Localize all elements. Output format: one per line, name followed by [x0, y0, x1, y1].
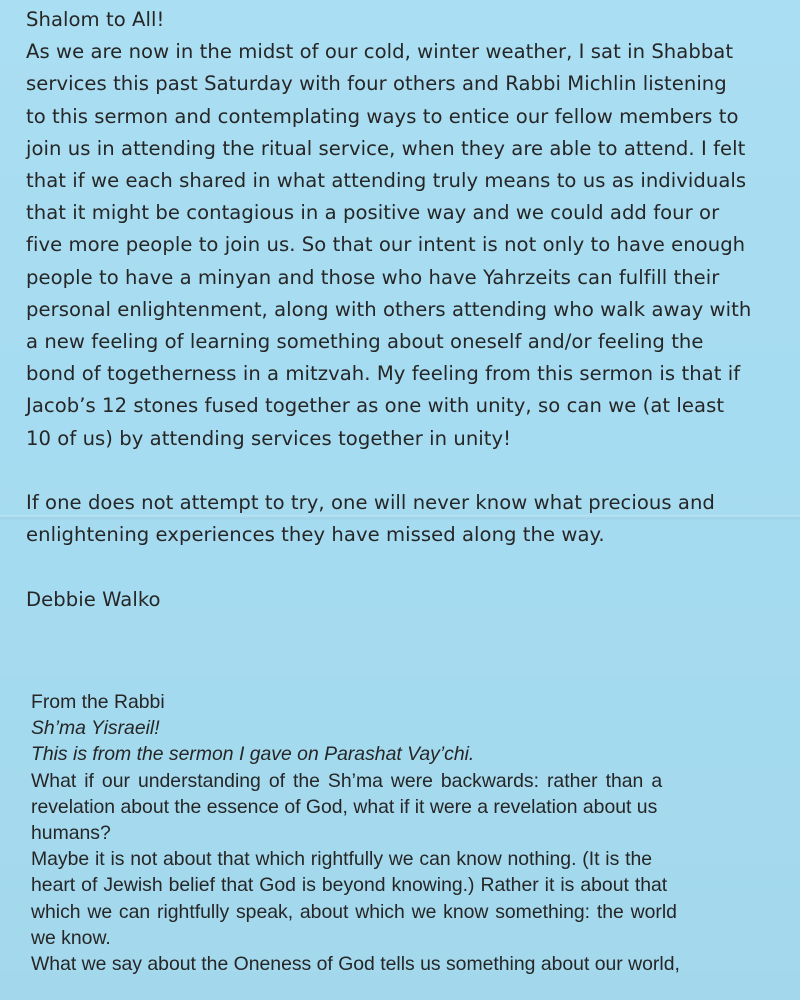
text-line: What we say about the Oneness of God tells us something about our world, [31, 953, 680, 976]
text-line: people to have a minyan and those who have Yahrzeits can fulfill their [26, 265, 720, 289]
rabbi-paragraph-1 [31, 768, 793, 847]
rabbi-italic-subtitle: This is from the sermon I gave on Parashat Vay’chi. [31, 743, 475, 766]
text-line: bond of togetherness in a mitzvah. My feeling from this sermon is that if [26, 362, 741, 386]
text-line: What if our understanding of the Sh’ma were backwards: rather than a [31, 769, 663, 792]
text-line: Maybe it is not about that which rightfully we can know nothing. (It is the [31, 848, 653, 871]
rabbi-heading: From the Rabbi [31, 691, 165, 713]
letter-paragraph-2 [26, 487, 796, 551]
letter-signature: Debbie Walko [26, 587, 161, 611]
text-line: enlightening experiences they have missed along the way. [26, 523, 605, 547]
paragraph-spacer [26, 455, 796, 487]
text-line: that it might be contagious in a positive way and we could add four or [26, 201, 720, 225]
text-line: As we are now in the midst of our cold, winter weather, I sat in Shabbat [26, 40, 734, 64]
rabbi-column [31, 689, 793, 977]
text-line: personal enlightenment, along with others attending who walk away with [26, 297, 752, 321]
text-line: join us in attending the ritual service, when they are able to attend. I felt [26, 136, 746, 160]
rabbi-paragraph-3 [31, 951, 793, 977]
letter-greeting: Shalom to All! [26, 8, 165, 31]
text-line: humans? [31, 822, 111, 845]
rabbi-italic-title: Sh’ma Yisraeil! [31, 717, 160, 740]
text-line: heart of Jewish belief that God is beyond knowing.) Rather it is about that [31, 874, 668, 897]
paragraph-spacer [26, 551, 796, 583]
text-line: revelation about the essence of God, what if it were a revelation about us [31, 795, 658, 818]
text-line: which we can rightfully speak, about which we know something: the world [31, 900, 677, 923]
text-line: five more people to join us. So that our intent is not only to have enough [26, 233, 746, 257]
text-line: 10 of us) by attending services together in unity! [26, 426, 512, 450]
text-line: a new feeling of learning something about oneself and/or feeling the [26, 330, 704, 354]
text-line: we know. [31, 926, 111, 949]
text-line: If one does not attempt to try, one will never know what precious and [26, 491, 715, 515]
text-line: Jacob’s 12 stones fused together as one with unity, so can we (at least [26, 394, 725, 418]
rabbi-paragraph-2 [31, 846, 793, 951]
text-line: to this sermon and contemplating ways to entice our fellow members to [26, 104, 739, 128]
text-line: services this past Saturday with four others and Rabbi Michlin listening [26, 72, 727, 96]
letter-paragraph-1 [26, 36, 796, 455]
member-letter [26, 4, 796, 616]
text-line: that if we each shared in what attending truly means to us as individuals [26, 169, 747, 193]
